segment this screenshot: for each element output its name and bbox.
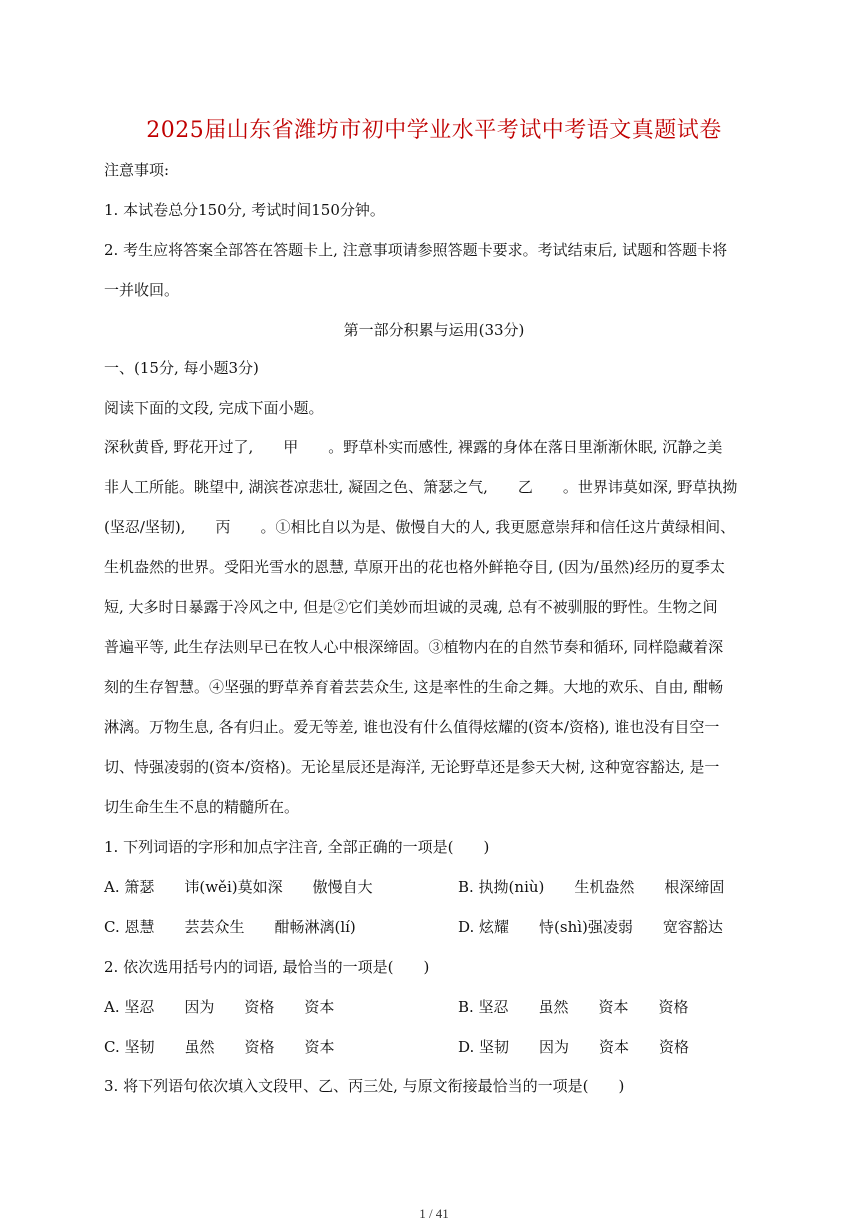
question-3-stem: 3. 将下列语句依次填入文段甲、乙、丙三处, 与原文衔接最恰当的一项是( ) [104, 1077, 625, 1095]
section-heading: 一、(15分, 每小题3分) [104, 359, 259, 377]
question-1-option-a: A. 箫瑟 讳(wěi)莫如深 傲慢自大 [104, 878, 373, 896]
question-1-option-b: B. 执拗(niù) 生机盎然 根深缔固 [458, 878, 725, 896]
notice-item-1: 1. 本试卷总分150分, 考试时间150分钟。 [104, 201, 385, 219]
passage-line: 生机盎然的世界。受阳光雪水的恩慧, 草原开出的花也格外鲜艳夺目, (因为/虽然)经历的夏季太 [104, 558, 725, 576]
passage-line: 普遍平等, 此生存法则早已在牧人心中根深缔固。③植物内在的自然节奏和循环, 同样隐藏着深 [104, 638, 724, 656]
notice-item-2-line-2: 一并收回。 [104, 281, 180, 299]
page-number: 1 / 41 [419, 1206, 449, 1221]
question-1-stem: 1. 下列词语的字形和加点字注音, 全部正确的一项是( ) [104, 838, 490, 856]
passage-line: 刻的生存智慧。④坚强的野草养育着芸芸众生, 这是率性的生命之舞。大地的欢乐、自由, 酣畅 [104, 678, 724, 696]
question-2-option-d: D. 坚韧 因为 资本 资格 [458, 1038, 690, 1056]
question-2-option-c: C. 坚韧 虽然 资格 资本 [104, 1038, 335, 1056]
notice-heading: 注意事项: [104, 161, 170, 179]
question-2-option-b: B. 坚忍 虽然 资本 资格 [458, 998, 689, 1016]
document-title: 2025届山东省潍坊市初中学业水平考试中考语文真题试卷 [146, 118, 722, 143]
passage-line: 非人工所能。眺望中, 湖滨苍凉悲壮, 凝固之色、箫瑟之气, 乙 。世界讳莫如深, 野草执拗 [104, 478, 738, 496]
question-1-option-c: C. 恩慧 芸芸众生 酣畅淋漓(lí) [104, 918, 356, 936]
passage-line: 淋漓。万物生息, 各有归止。爱无等差, 谁也没有什么值得炫耀的(资本/资格), 谁也没有目空一 [104, 718, 720, 736]
passage-line: 切生命生生不息的精髓所在。 [104, 798, 300, 816]
passage-line: (坚忍/坚韧), 丙 。①相比自以为是、傲慢自大的人, 我更愿意崇拜和信任这片黄绿相间、 [104, 518, 736, 536]
notice-item-2-line-1: 2. 考生应将答案全部答在答题卡上, 注意事项请参照答题卡要求。考试结束后, 试题和答题卡将 [104, 241, 728, 259]
question-1-option-d: D. 炫耀 恃(shì)强凌弱 宽容豁达 [458, 918, 723, 936]
question-2-option-a: A. 坚忍 因为 资格 资本 [104, 998, 335, 1016]
part-heading: 第一部分积累与运用(33分) [343, 321, 525, 339]
instruction: 阅读下面的文段, 完成下面小题。 [104, 399, 324, 417]
passage-line: 切、恃强凌弱的(资本/资格)。无论星辰还是海洋, 无论野草还是参天大树, 这种宽容豁达, 是一 [104, 758, 720, 776]
passage-line: 深秋黄昏, 野花开过了, 甲 。野草朴实而感性, 裸露的身体在落日里渐渐休眠, 沉静之美 [104, 438, 723, 456]
passage-line: 短, 大多时日暴露于冷风之中, 但是②它们美妙而坦诚的灵魂, 总有不被驯服的野性。生物之间 [104, 598, 718, 616]
question-2-stem: 2. 依次选用括号内的词语, 最恰当的一项是( ) [104, 958, 430, 976]
